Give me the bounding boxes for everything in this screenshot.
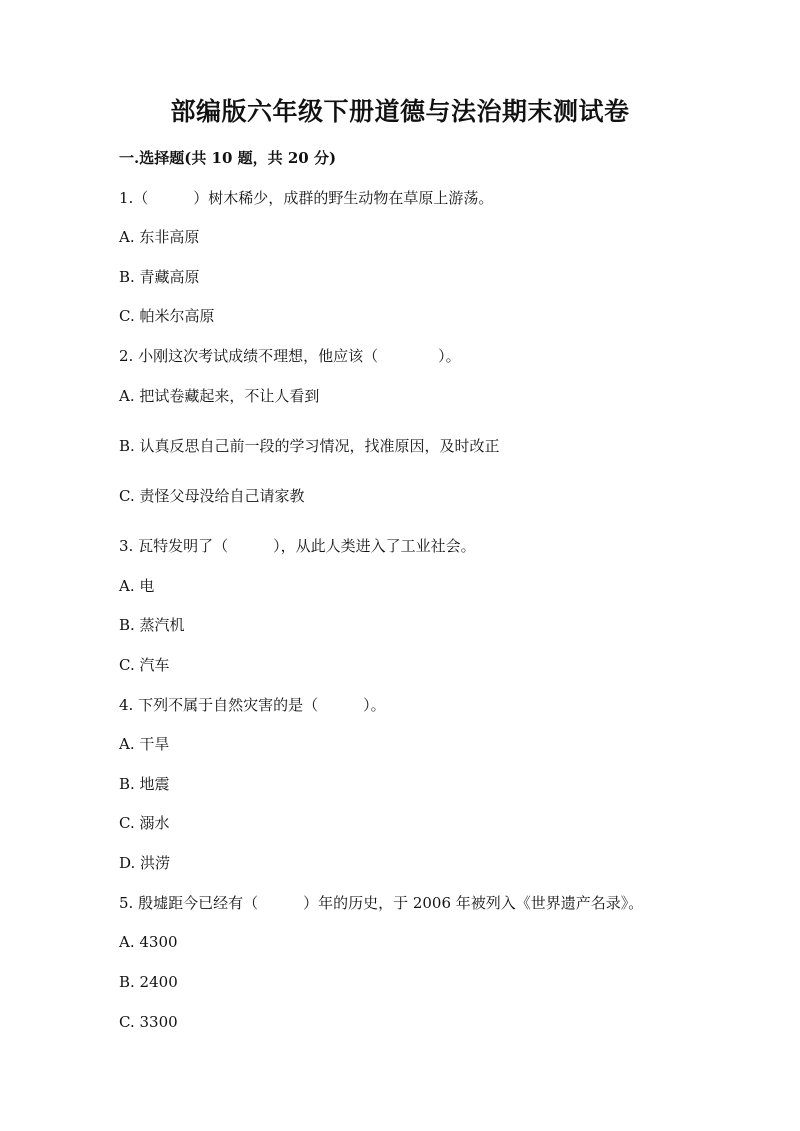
question-stem: 3. 瓦特发明了（ ），从此人类进入了工业社会。: [119, 537, 476, 555]
question-option: A. 东非高原: [119, 228, 200, 246]
question-option: B. 2400: [119, 973, 178, 991]
question-option: D. 洪涝: [119, 854, 171, 872]
question-option: B. 蒸汽机: [119, 616, 185, 634]
question-option: C. 责怪父母没给自己请家教: [119, 487, 305, 505]
question-option: A. 4300: [119, 933, 178, 951]
question-option: C. 3300: [119, 1013, 178, 1031]
question-option: A. 把试卷藏起来，不让人看到: [119, 387, 320, 405]
question-stem: 2. 小刚这次考试成绩不理想，他应该（ ）。: [119, 347, 461, 365]
question-stem: 5. 殷墟距今已经有（ ）年的历史，于 2006 年被列入《世界遗产名录》。: [119, 894, 644, 912]
question-option: B. 认真反思自己前一段的学习情况，找准原因，及时改正: [119, 437, 500, 455]
question-option: A. 电: [119, 577, 155, 595]
question-stem: 4. 下列不属于自然灾害的是（ ）。: [119, 696, 386, 714]
question-stem: 1.（ ）树木稀少，成群的野生动物在草原上游荡。: [119, 189, 494, 207]
question-option: C. 帕米尔高原: [119, 307, 215, 325]
section-heading: 一.选择题(共 10 题，共 20 分): [119, 149, 337, 167]
page-title: 部编版六年级下册道德与法治期末测试卷: [170, 97, 630, 126]
question-option: C. 溺水: [119, 814, 170, 832]
question-option: C. 汽车: [119, 656, 170, 674]
question-option: B. 地震: [119, 775, 170, 793]
question-option: B. 青藏高原: [119, 268, 200, 286]
question-option: A. 干旱: [119, 735, 170, 753]
